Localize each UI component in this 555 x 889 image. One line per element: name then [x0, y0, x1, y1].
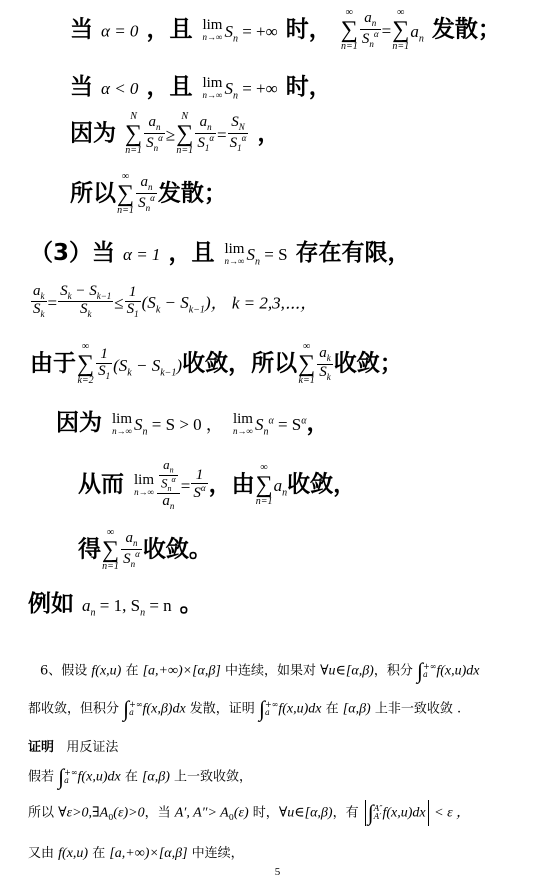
fraction: $\frac{1}{S_1}$: [126, 283, 139, 319]
problem-line-6: 又由 f(x,u) 在 [a,+∞)×[α,β] 中连续，: [28, 846, 244, 861]
fraction: $\frac{a_n}{S_n^\alpha}$: [138, 174, 155, 213]
line-1: 当 α = 0 ，且 lim n→∞ $S_n$ = +∞ 时， ∞ ∑ n=1 $\frac{a_n}{S_n^\alpha}$ = ∞ ∑ n=1 $a_n$ 发散；: [70, 7, 501, 52]
fraction: $\frac{1}{S^\alpha}$: [193, 466, 206, 502]
line-3: 因为 N ∑ n=1 $\frac{a_n}{S_n^\alpha}$ ≥ N ∑ n=1 $\frac{a_n}{S_1^\alpha}$ = $\frac{S_N}{S_1^\alpha}$ ，: [70, 111, 281, 156]
fraction: $\frac{a_k}{S_k}$: [33, 283, 45, 320]
fraction: $\frac{a_n}{S_n^\alpha}$: [361, 10, 379, 49]
fraction: $\frac{\frac{a_n}{S_n^\alpha}}{a_n}$: [157, 458, 180, 512]
sum-symbol: ∞ ∑ n=1: [102, 527, 120, 572]
text: ，且: [146, 16, 193, 43]
integral-sign: ∫: [416, 658, 423, 683]
line-10: 得 ∞ ∑ n=1 $\frac{a_n}{S_n^\alpha}$ 收敛。: [78, 527, 212, 572]
integral-sign: ∫: [123, 696, 130, 721]
problem-line-5: 所以 $\forall\varepsilon>0,\exists A_0(\varepsilon)>0$，当 A′, $A''> A_0(\varepsilon)$ 时，∀u∈[α,β)，有 ∫ A″ A′ f(x,u)dx < ε ，: [28, 800, 471, 825]
limit-operator: lim n→∞: [232, 410, 253, 436]
line-9: 从而 lim n→∞ $\frac{\frac{a_n}{S_n^\alpha}}{a_n}$ = $\frac{1}{S^\alpha}$ ，由 ∞ ∑ n=1 $a_n$收敛，: [78, 457, 357, 512]
line-7: 由于 ∞ ∑ k=2 $\frac{1}{S_1}$ $(S_k - S_{k-1})$收敛，所以 ∞ ∑ k=1 $\frac{a_k}{S_k}$ 收敛；: [30, 341, 403, 386]
problem-line-3: 证明 用反证法: [28, 740, 119, 755]
integral-sign: ∫: [258, 696, 265, 721]
fraction: $\frac{a_n}{S_n^\alpha}$: [146, 114, 163, 153]
page-number: 5: [274, 866, 281, 878]
problem-line-4: 假若 ∫ +∞ a f(x,u)dx 在 [α,β) 上一致收敛，: [28, 764, 253, 789]
problem-line-1: 6、假设 f(x,u) 在 [a,+∞)×[α,β] 中连续，如果对 ∀u∈[α,β)，积分 ∫ +∞ a f(x,u)dx: [40, 658, 480, 683]
line-4: 所以 ∞ ∑ n=1 $\frac{a_n}{S_n^\alpha}$ 发散；: [70, 171, 227, 216]
sum-symbol: ∞ ∑ n=1: [340, 7, 358, 52]
sum-symbol: ∞ ∑ n=1: [392, 7, 410, 52]
limit-operator: lim n→∞: [134, 471, 155, 497]
limit-operator: lim n→∞: [112, 410, 133, 436]
line-8: 因为 lim n→∞ $S_n = S > 0$ ， lim n→∞ $S_n^\alpha = S^\alpha$，: [56, 410, 330, 438]
fraction: $\frac{S_k - S_{k-1}}{S_k}$: [60, 283, 112, 320]
integral-sign: ∫: [58, 764, 65, 789]
sum-symbol: N ∑ n=1: [125, 111, 143, 156]
problem-line-2: 都收敛，但积分 ∫ +∞ a f(x,β)dx 发散，证明 ∫ +∞ a f(x,u)dx 在 [α,β) 上非一致收敛 .: [28, 696, 462, 721]
text: 时，: [285, 16, 332, 43]
fraction: $\frac{a_n}{S_n^\alpha}$: [123, 530, 140, 569]
text: 发散；: [431, 16, 501, 43]
sum-symbol: N ∑ n=1: [176, 111, 194, 156]
line-6: $\frac{a_k}{S_k}$ = $\frac{S_k - S_{k-1}}{S_k}$ ≤ $\frac{1}{S_1}$ $(S_k - S_{k-1})$， k = 2,3,⋯，: [33, 283, 318, 320]
sum-symbol: ∞ ∑ n=1: [255, 461, 273, 507]
math: =: [381, 21, 392, 41]
sum-symbol: ∞ ∑ n=1: [117, 171, 135, 216]
integral-sign: ∫: [367, 800, 374, 825]
fraction: $\frac{1}{S_1}$: [98, 345, 111, 381]
line-5: （3）当 α = 1 ，且 lim n→∞ $S_n = S$ 存在有限，: [30, 240, 411, 268]
sum-symbol: ∞ ∑ k=1: [298, 341, 316, 386]
math: α = 0: [101, 21, 139, 41]
math: $S_n$ = +∞: [224, 21, 278, 44]
limit-operator: lim n→∞: [202, 17, 223, 42]
fraction: $\frac{S_N}{S_1^\alpha}$: [229, 114, 247, 153]
limit-operator: lim n→∞: [202, 74, 223, 100]
line-11: 例如 $a_n = 1$, $S_n = n$ 。: [28, 591, 203, 619]
limit-operator: lim n→∞: [224, 240, 245, 266]
text: 当: [70, 16, 93, 43]
line-2: 当 α < 0 ，且 lim n→∞ $S_n$ = +∞ 时，: [70, 74, 332, 102]
fraction: $\frac{a_n}{S_1^\alpha}$: [197, 114, 215, 153]
sum-symbol: ∞ ∑ k=2: [77, 341, 95, 386]
fraction: $\frac{a_k}{S_k}$: [319, 345, 331, 382]
